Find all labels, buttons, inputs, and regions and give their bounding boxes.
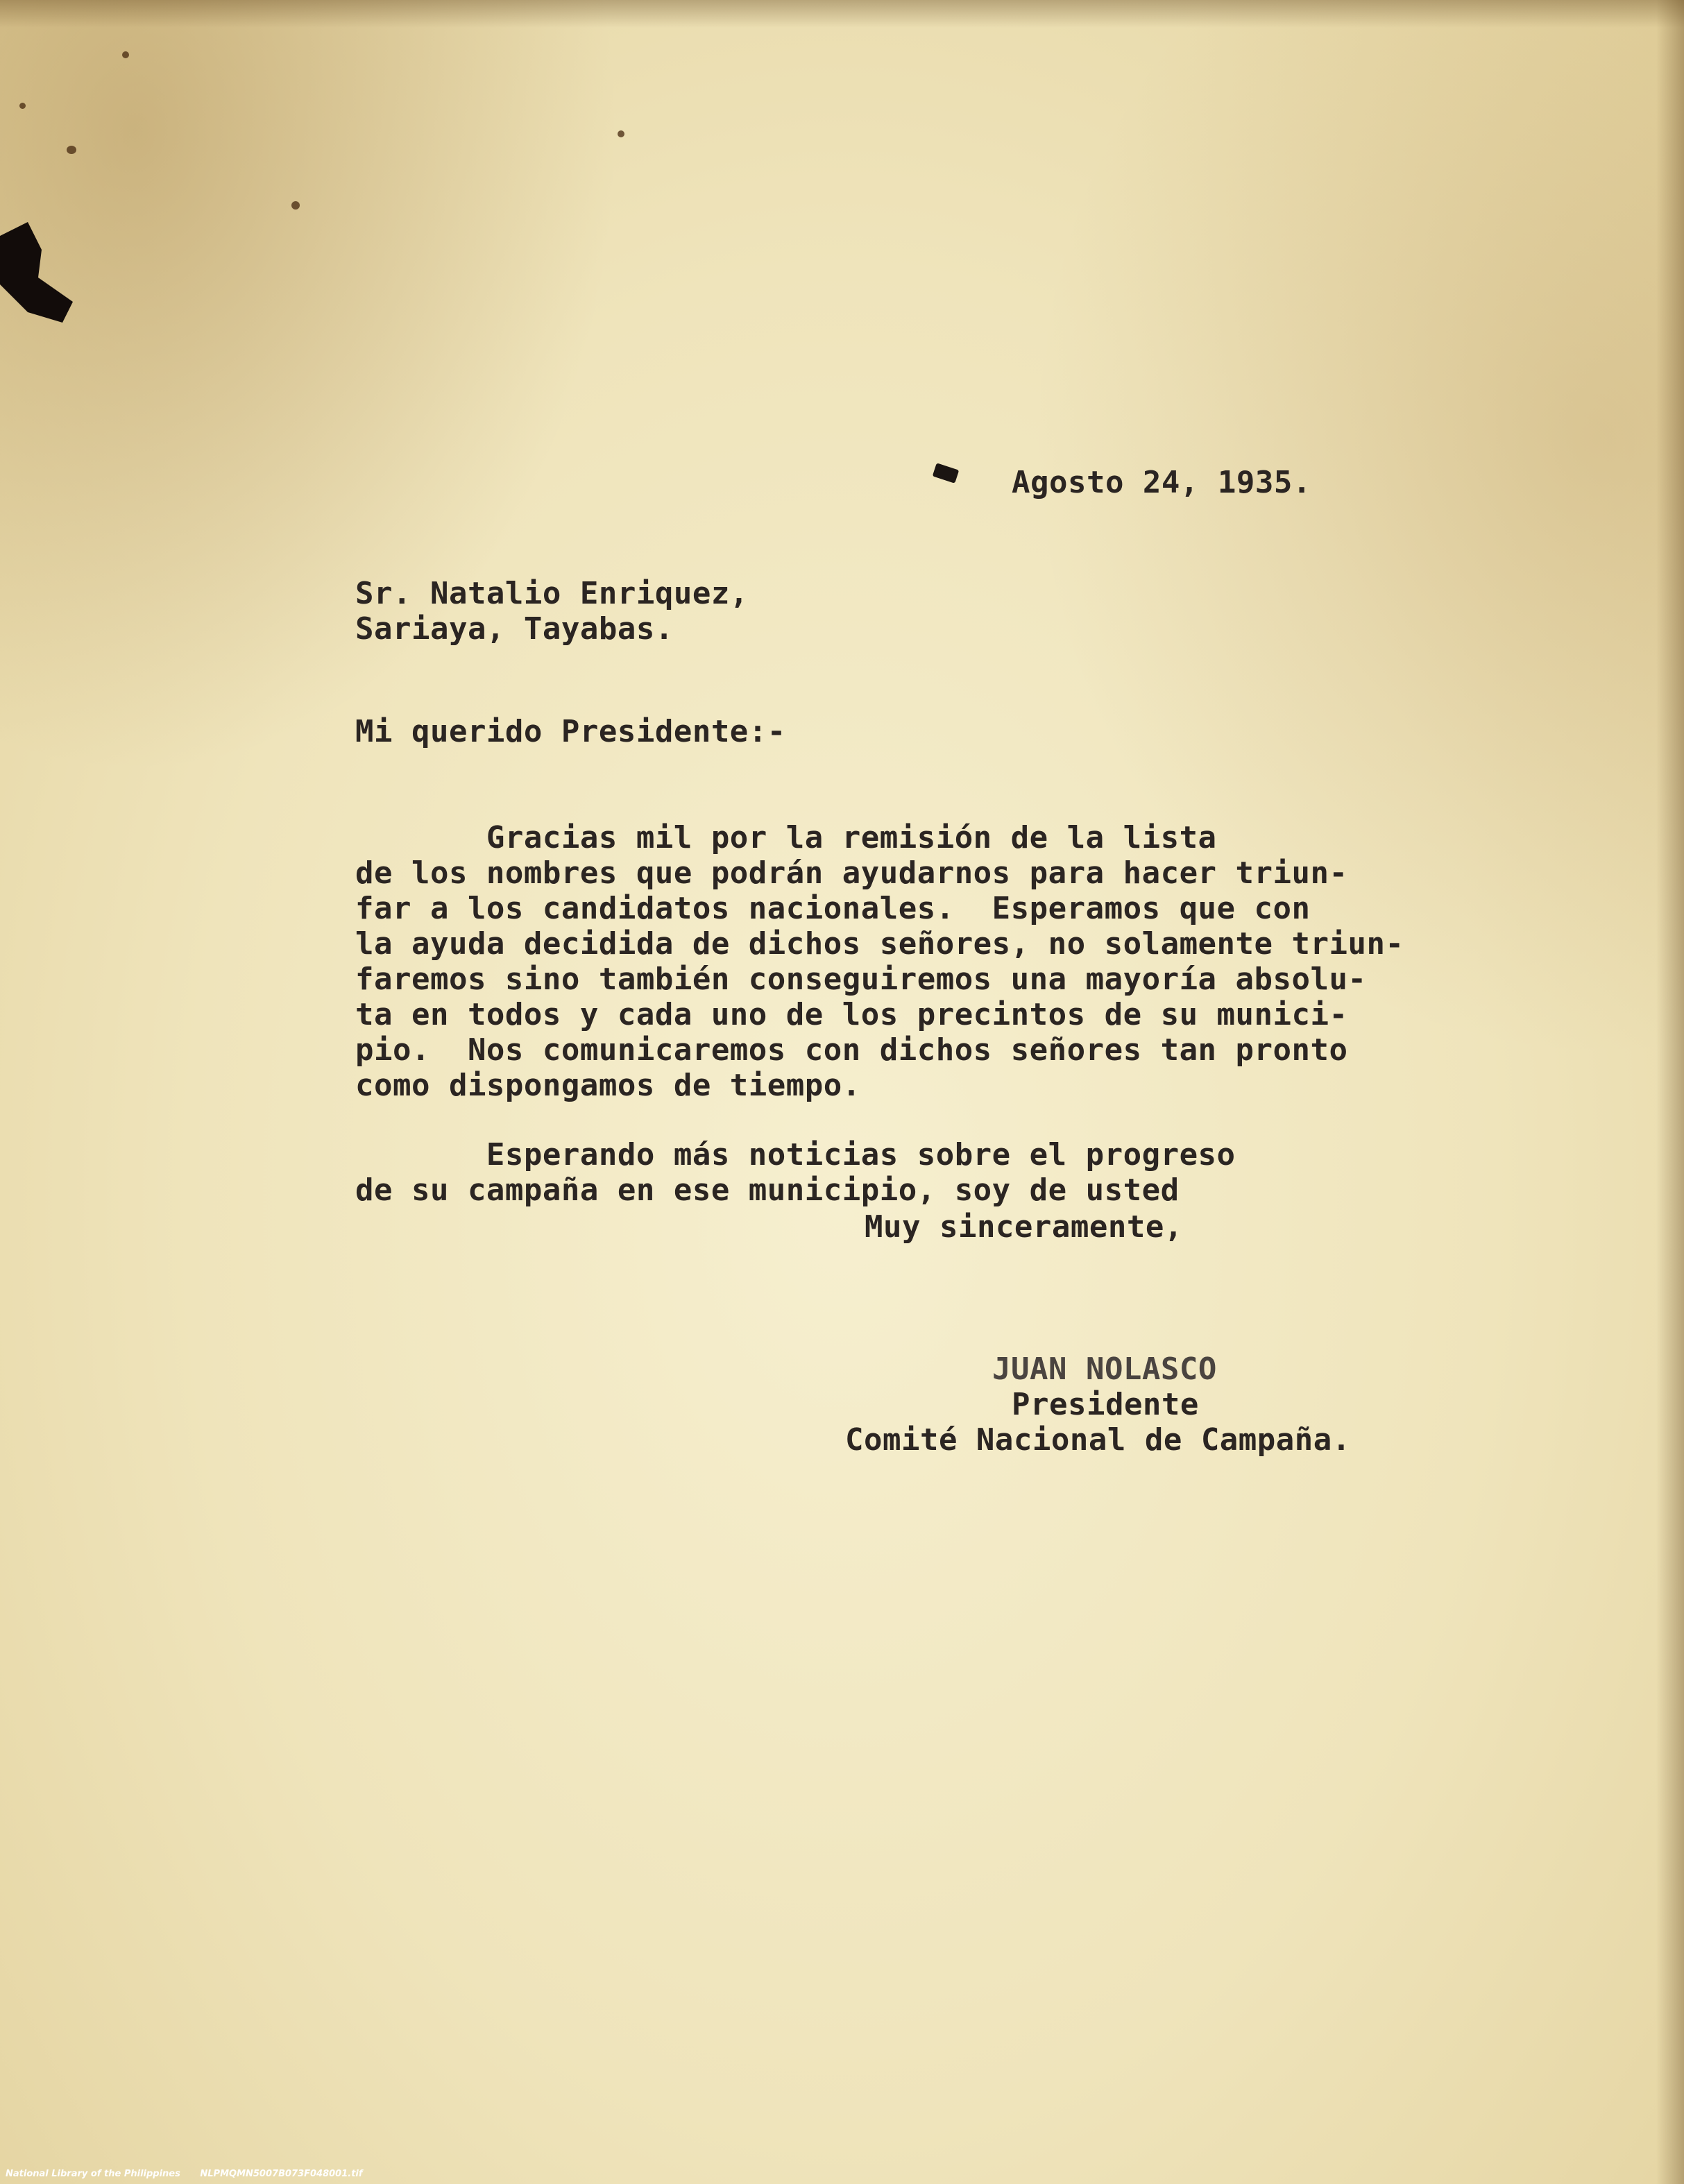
- signer-organization: Comité Nacional de Campaña.: [845, 1422, 1351, 1458]
- closing: Muy sinceramente,: [865, 1209, 1183, 1245]
- paragraph-line: pio. Nos comunicaremos con dichos señores tan pronto: [355, 1032, 1348, 1068]
- signer-name: JUAN NOLASCO: [992, 1351, 1217, 1387]
- paragraph-line: ta en todos y cada uno de los precintos de su munici-: [355, 997, 1348, 1032]
- paragraph-line: de su campaña en ese municipio, soy de usted: [355, 1172, 1180, 1208]
- stain-spot: [122, 51, 129, 58]
- library-credit: National Library of the Philippines: [6, 2169, 180, 2179]
- paragraph-line: faremos sino también conseguiremos una mayoría absolu-: [355, 962, 1367, 997]
- letter-date: Agosto 24, 1935.: [1012, 465, 1311, 500]
- stain-spot: [618, 130, 624, 137]
- signer-title: Presidente: [1012, 1387, 1199, 1422]
- paragraph-line: Gracias mil por la remisión de la lista: [355, 820, 1217, 855]
- file-identifier: NLPMQMN5007B073F048001.tif: [200, 2169, 363, 2179]
- ink-mark: [933, 463, 960, 484]
- recipient-name: Sr. Natalio Enriquez,: [355, 576, 749, 611]
- stain-spot: [19, 103, 26, 109]
- paragraph-line: como dispongamos de tiempo.: [355, 1068, 861, 1103]
- archive-footer: [6, 2169, 380, 2179]
- paper-edge-top: [0, 0, 1684, 28]
- paragraph-line: de los nombres que podrán ayudarnos para hacer triun-: [355, 855, 1348, 891]
- torn-hole-mark: [0, 222, 76, 326]
- paragraph-line: far a los candidatos nacionales. Esperamos que con: [355, 891, 1311, 926]
- paragraph-line: Esperando más noticias sobre el progreso: [355, 1137, 1236, 1172]
- stain-spot: [291, 201, 300, 210]
- stain-spot: [67, 146, 76, 154]
- paragraph-line: la ayuda decidida de dichos señores, no solamente triun-: [355, 926, 1404, 962]
- salutation: Mi querido Presidente:-: [355, 714, 786, 749]
- paper-edge-right: [1656, 0, 1684, 2184]
- body-paragraph-2: [355, 1102, 1236, 1279]
- recipient-place: Sariaya, Tayabas.: [355, 611, 674, 647]
